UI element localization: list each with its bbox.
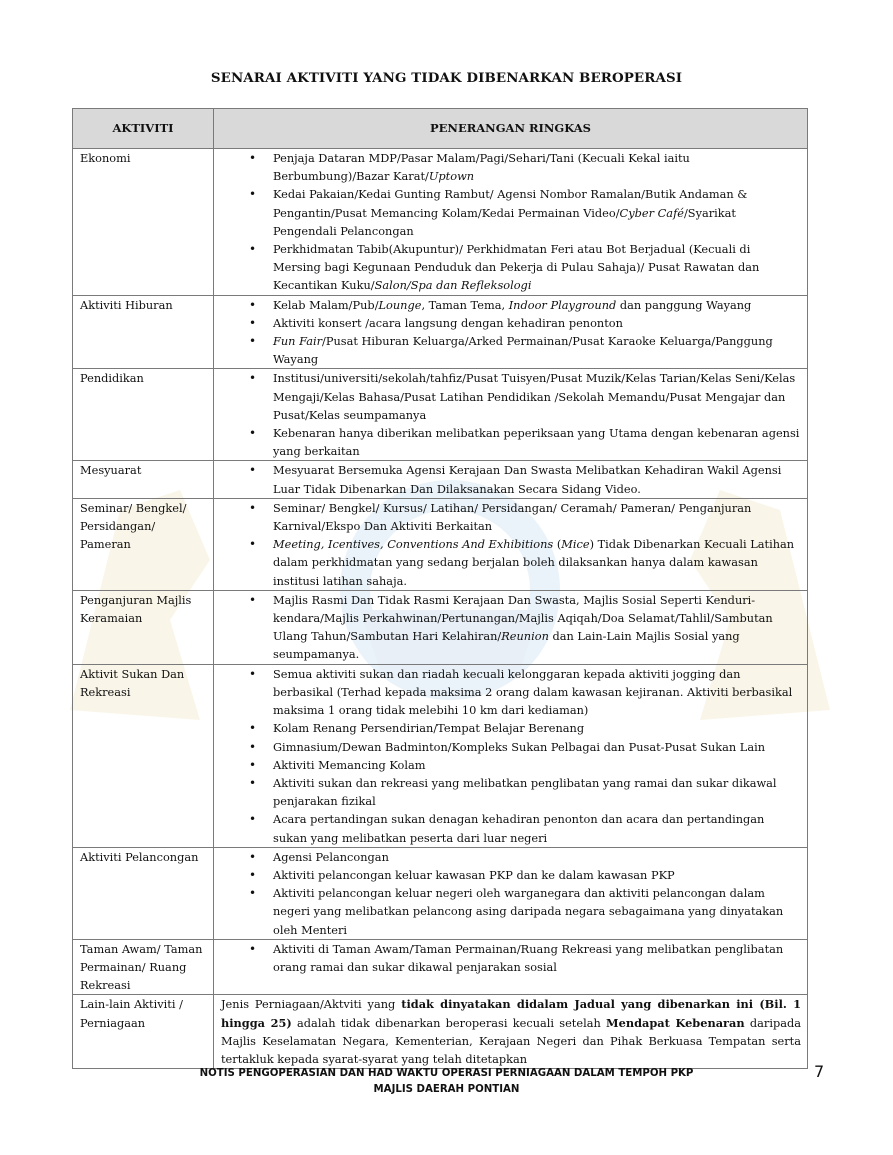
table-row xyxy=(73,295,808,369)
bullet-list xyxy=(214,665,801,847)
description-cell xyxy=(214,664,808,847)
text-segment: /Pusat Hiburan Keluarga/Arked Permainan/Pusat Karaoke Keluarga/Panggung Wayang xyxy=(273,334,773,367)
text-segment: Acara pertandingan sukan denagan kehadiran penonton dan acara dan pertandingan sukan yang melibatkan peserta dari luar negeri xyxy=(273,812,765,845)
list-item xyxy=(214,719,801,737)
description-cell xyxy=(214,590,808,664)
italic-segment: Indoor Playground xyxy=(508,297,617,312)
list-item xyxy=(214,424,801,460)
text-segment: Aktiviti sukan dan rekreasi yang melibatkan penglibatan yang ramai dan sukar dikawal penjarakan fizikal xyxy=(273,775,777,809)
text-segment: Agensi Pelancongan xyxy=(273,849,389,864)
italic-segment: Cyber Café xyxy=(619,205,684,220)
bold-segment: tidak dinyatakan didalam Jadual yang dibenarkan ini (Bil. 1 hingga 25) xyxy=(221,997,801,1030)
text-segment: Jenis Perniagaan/Aktviti yang xyxy=(221,997,402,1012)
page-title: SENARAI AKTIVITI YANG TIDAK DIBENARKAN BEROPERASI xyxy=(210,70,683,86)
text-segment: dan panggung Wayang xyxy=(616,297,752,312)
text-segment: Perkhidmatan Tabib(Akupuntur)/ Perkhidmatan Feri atau Bot Berjadual (Kecuali di Mersing bagi Kegunaan Penduduk dan Pekerja di Pulau Sahaja)/ Pusat Rawatan dan Kecantikan Kuku/ xyxy=(273,242,760,293)
text-segment: Kebenaran hanya diberikan melibatkan peperiksaan yang Utama dengan kebenaran agensi yang berkaitan xyxy=(273,426,800,459)
bullet-list xyxy=(214,940,801,976)
list-item xyxy=(214,940,801,976)
text-segment: , Taman Tema, xyxy=(421,297,509,312)
table-row xyxy=(73,498,808,590)
table-row xyxy=(73,590,808,664)
italic-segment: Lounge xyxy=(378,297,422,312)
text-segment: Kolam Renang Persendirian/Tempat Belajar Berenang xyxy=(273,721,585,736)
footer-line-2: MAJLIS DAERAH PONTIAN xyxy=(373,1084,520,1095)
italic-segment: Meeting, Icentives, Conventions And Exhibitions xyxy=(273,537,554,552)
activity-cell: Ekonomi xyxy=(73,149,214,296)
description-paragraph xyxy=(214,995,808,1069)
italic-segment: Mice xyxy=(561,537,590,552)
table-row xyxy=(73,149,808,296)
list-item xyxy=(214,240,801,295)
text-segment: Majlis Rasmi Dan Tidak Rasmi Kerajaan Dan Swasta, Majlis Sosial Seperti Kenduri-kendara/Majlis Perkahwinan/Pertunangan/Majlis Aqiqah/Doa Selamat/Tahlil/Sambutan Ulang Tahun/Sambutan Hari Kelahiran/ xyxy=(273,592,773,644)
text-segment: ( xyxy=(553,537,562,552)
bullet-list xyxy=(214,149,801,295)
bullet-list xyxy=(214,848,801,939)
text-segment: Aktiviti pelancongan keluar negeri oleh warganegara dan aktiviti pelancongan dalam negeri yang melibatkan pelancong asing daripada negara sebagaimana yang dinyatakan oleh Menteri xyxy=(273,886,784,937)
list-item xyxy=(214,884,801,939)
list-item xyxy=(214,314,801,332)
footer-line-1: NOTIS PENGOPERASIAN DAN HAD WAKTU OPERASI PERNIAGAAN DALAM TEMPOH PKP xyxy=(199,1068,694,1079)
list-item xyxy=(214,499,801,535)
bullet-list xyxy=(214,296,801,369)
list-item xyxy=(214,848,801,866)
text-segment: Mesyuarat Bersemuka Agensi Kerajaan Dan Swasta Melibatkan Kehadiran Wakil Agensi Luar Tidak Dibenarkan Dan Dilaksanakan Secara Sidang Video. xyxy=(273,463,782,496)
activity-cell: Mesyuarat xyxy=(73,461,214,498)
table-row xyxy=(73,664,808,847)
list-item xyxy=(214,866,801,884)
bullet-list xyxy=(214,461,801,497)
italic-segment: Fun Fair xyxy=(273,334,323,349)
activity-cell: Penganjuran Majlis Keramaian xyxy=(73,590,214,664)
list-item xyxy=(214,738,801,756)
text-segment: daripada Majlis Keselamatan Negara, Kementerian, Kerajaan Negeri dan Pihak Berkuasa Tempatan serta tertakluk kepada syarat-syarat yang telah ditetapkan xyxy=(221,1015,802,1066)
list-item xyxy=(214,296,801,314)
column-header-description: PENERANGAN RINGKAS xyxy=(214,109,808,149)
text-segment: Aktiviti pelancongan keluar kawasan PKP dan ke dalam kawasan PKP xyxy=(273,867,675,882)
text-segment: adalah tidak dibenarkan beroperasi kecuali setelah xyxy=(291,1015,607,1030)
activity-cell: Lain-lain Aktiviti / Perniagaan xyxy=(73,995,214,1069)
bold-segment: Mendapat Kebenaran xyxy=(606,1015,745,1030)
list-item xyxy=(214,774,801,810)
list-item xyxy=(214,591,801,664)
text-segment: Kedai Pakaian/Kedai Gunting Rambut/ Agensi Nombor Ramalan/Butik Andaman & Pengantin/Pusat Memancing Kolam/Kedai Permainan Video/ xyxy=(273,187,748,220)
list-item xyxy=(214,665,801,720)
description-cell xyxy=(214,295,808,369)
table-row xyxy=(73,995,808,1069)
bullet-list xyxy=(214,499,801,590)
list-item xyxy=(214,461,801,497)
activity-cell: Pendidikan xyxy=(73,369,214,461)
description-cell xyxy=(214,939,808,995)
italic-segment: Salon/Spa dan Refleksologi xyxy=(374,278,532,293)
text-segment: Seminar/ Bengkel/ Kursus/ Latihan/ Persidangan/ Ceramah/ Pameran/ Penganjuran Karnival/Ekspo Dan Aktiviti Berkaitan xyxy=(273,500,752,534)
description-cell xyxy=(214,369,808,461)
list-item xyxy=(214,535,801,590)
text-segment: Gimnasium/Dewan Badminton/Kompleks Sukan Pelbagai dan Pusat-Pusat Sukan Lain xyxy=(273,739,766,754)
text-segment: dan Lain-Lain Majlis Sosial yang seumpamanya. xyxy=(273,629,740,662)
text-segment: Kelab Malam/Pub/ xyxy=(273,297,379,312)
description-cell xyxy=(214,847,808,939)
activity-cell: Aktiviti Hiburan xyxy=(73,295,214,369)
page-footer xyxy=(0,1066,893,1098)
text-segment: Penjaja Dataran MDP/Pasar Malam/Pagi/Sehari/Tani (Kecuali Kekal iaitu Berbumbung)/Bazar Karat/ xyxy=(273,151,690,184)
activities-table xyxy=(72,108,808,1069)
activity-cell: Aktiviti Pelancongan xyxy=(73,847,214,939)
table-row xyxy=(73,461,808,498)
table-row xyxy=(73,939,808,995)
list-item xyxy=(214,369,801,424)
text-segment: Institusi/universiti/sekolah/tahfiz/Pusat Tuisyen/Pusat Muzik/Kelas Tarian/Kelas Seni/Kelas Mengaji/Kelas Bahasa/Pusat Latihan Pendidikan /Sekolah Memandu/Pusat Mengajar dan Pusat/Kelas seumpamanya xyxy=(273,371,796,422)
bullet-list xyxy=(214,591,801,664)
activity-cell: Seminar/ Bengkel/ Persidangan/ Pameran xyxy=(73,498,214,590)
text-segment: /Syarikat Pengendali Pelancongan xyxy=(273,205,736,238)
text-segment: ) Tidak Dibenarkan Kecuali Latihan dalam perkhidmatan yang sedang berjalan boleh dilaksankan hanya dalam kawasan institusi latihan sahaja. xyxy=(273,537,795,588)
table-row xyxy=(73,369,808,461)
activity-cell: Aktivit Sukan Dan Rekreasi xyxy=(73,664,214,847)
text-segment: Aktiviti konsert /acara langsung dengan kehadiran penonton xyxy=(273,315,623,330)
description-cell xyxy=(214,461,808,498)
italic-segment: Uptown xyxy=(428,169,475,184)
description-cell xyxy=(214,498,808,590)
text-segment: Aktiviti Memancing Kolam xyxy=(273,757,426,772)
list-item xyxy=(214,185,801,240)
italic-segment: Reunion xyxy=(501,629,549,644)
text-segment: Aktiviti di Taman Awam/Taman Permainan/Ruang Rekreasi yang melibatkan penglibatan orang ramai dan sukar dikawal penjarakan sosial xyxy=(273,941,784,974)
description-cell xyxy=(214,149,808,296)
table-row xyxy=(73,847,808,939)
text-segment: Semua aktiviti sukan dan riadah kecuali kelonggaran kepada aktiviti jogging dan berbasikal (Terhad kepada maksima 2 orang dalam kawasan kejiranan. Aktiviti berbasikal maksima 1 orang tidak melebihi 10 km dari kediaman) xyxy=(273,666,793,718)
activity-cell: Taman Awam/ Taman Permainan/ Ruang Rekreasi xyxy=(73,939,214,995)
table-body xyxy=(73,149,808,1069)
list-item xyxy=(214,332,801,368)
page-number: 7 xyxy=(814,1062,825,1081)
table-header-row xyxy=(73,109,808,149)
list-item xyxy=(214,810,801,846)
column-header-activity: AKTIVITI xyxy=(73,109,214,149)
list-item xyxy=(214,756,801,774)
bullet-list xyxy=(214,369,801,460)
list-item xyxy=(214,149,801,185)
